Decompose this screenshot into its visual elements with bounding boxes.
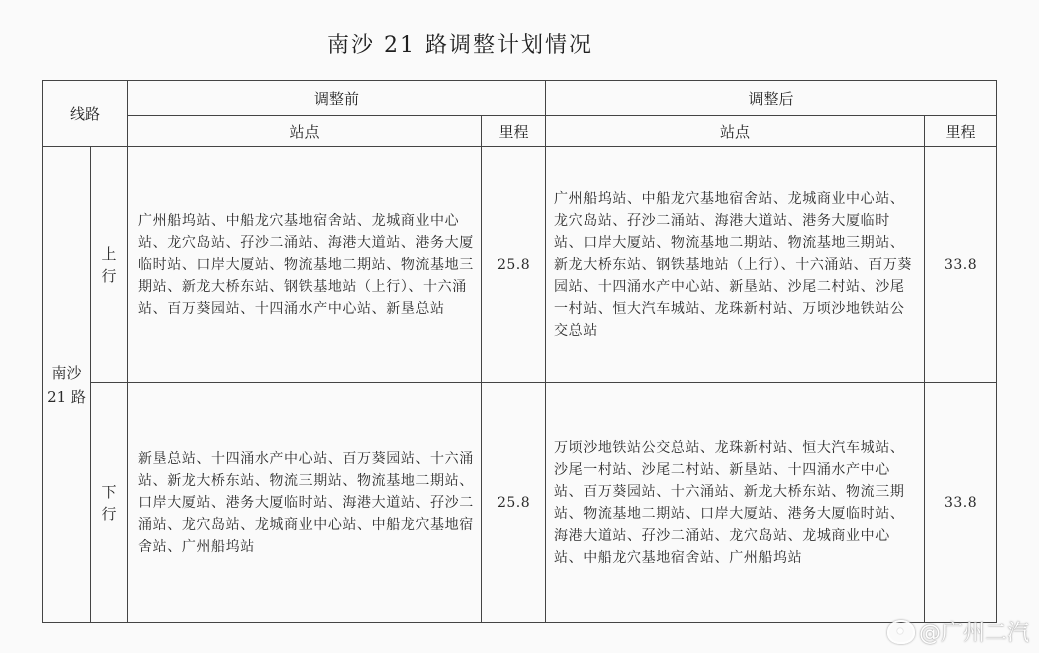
- route-adjustment-table: [42, 80, 997, 623]
- weibo-watermark: [887, 616, 1029, 647]
- after-stops-cell: 万顷沙地铁站公交总站、龙珠新村站、恒大汽车城站、沙尾一村站、沙尾二村站、新垦站、十四涌水产中心站、百万葵园站、十六涌站、新龙大桥东站、物流三期站、物流基地二期站、口岸大厦站、港务大厦临时站、海港大道站、孖沙二涌站、龙穴岛站、龙城商业中心站、中船龙穴基地宿舍站、广州船坞站: [546, 383, 925, 623]
- route-name-line2: 21 路: [47, 387, 86, 406]
- after-stops-cell: 广州船坞站、中船龙穴基地宿舍站、龙城商业中心站、龙穴岛站、孖沙二涌站、海港大道站、港务大厦临时站、口岸大厦站、物流基地二期站、物流基地三期站、新龙大桥东站、钢铁基地站（上行）、十六涌站、百万葵园站、十四涌水产中心站、新垦站、沙尾二村站、沙尾一村站、恒大汽车城站、龙珠新村站、万顷沙地铁站公交总站: [546, 147, 925, 383]
- before-header: 调整前: [128, 81, 546, 116]
- after-mileage-cell: 33.8: [925, 383, 997, 623]
- header-row-2: [43, 116, 997, 147]
- after-mileage-header: 里程: [925, 116, 997, 147]
- watermark-text: @广州二汽: [918, 621, 1029, 646]
- before-mileage-header: 里程: [482, 116, 546, 147]
- table-row: [43, 383, 997, 623]
- direction-cell: [91, 147, 128, 383]
- route-name-line1: 南沙: [51, 363, 82, 382]
- before-stops-cell: 新垦总站、十四涌水产中心站、百万葵园站、十六涌站、新龙大桥东站、物流三期站、物流基地二期站、口岸大厦站、港务大厦临时站、海港大道站、孖沙二涌站、龙穴岛站、龙城商业中心站、中船龙穴基地宿舍站、广州船坞站: [128, 383, 482, 623]
- after-header: 调整后: [546, 81, 997, 116]
- before-stops-cell: 广州船坞站、中船龙穴基地宿舍站、龙城商业中心站、龙穴岛站、孖沙二涌站、海港大道站、港务大厦临时站、口岸大厦站、物流基地二期站、物流基地三期站、新龙大桥东站、钢铁基地站（上行）、十六涌站、百万葵园站、十四涌水产中心站、新垦总站: [128, 147, 482, 383]
- route-name-cell: [43, 147, 91, 623]
- weibo-icon: [887, 620, 915, 644]
- line-header: 线路: [43, 81, 128, 147]
- direction-label: 下行: [101, 482, 117, 523]
- before-mileage-cell: 25.8: [482, 147, 546, 383]
- before-stops-header: 站点: [128, 116, 482, 147]
- header-row-1: [43, 81, 997, 116]
- direction-cell: [91, 383, 128, 623]
- direction-label: 上行: [101, 244, 117, 285]
- before-mileage-cell: 25.8: [482, 383, 546, 623]
- after-mileage-cell: 33.8: [925, 147, 997, 383]
- table-row: [43, 147, 997, 383]
- page-title: 南沙 21 路调整计划情况: [327, 33, 593, 58]
- after-stops-header: 站点: [546, 116, 925, 147]
